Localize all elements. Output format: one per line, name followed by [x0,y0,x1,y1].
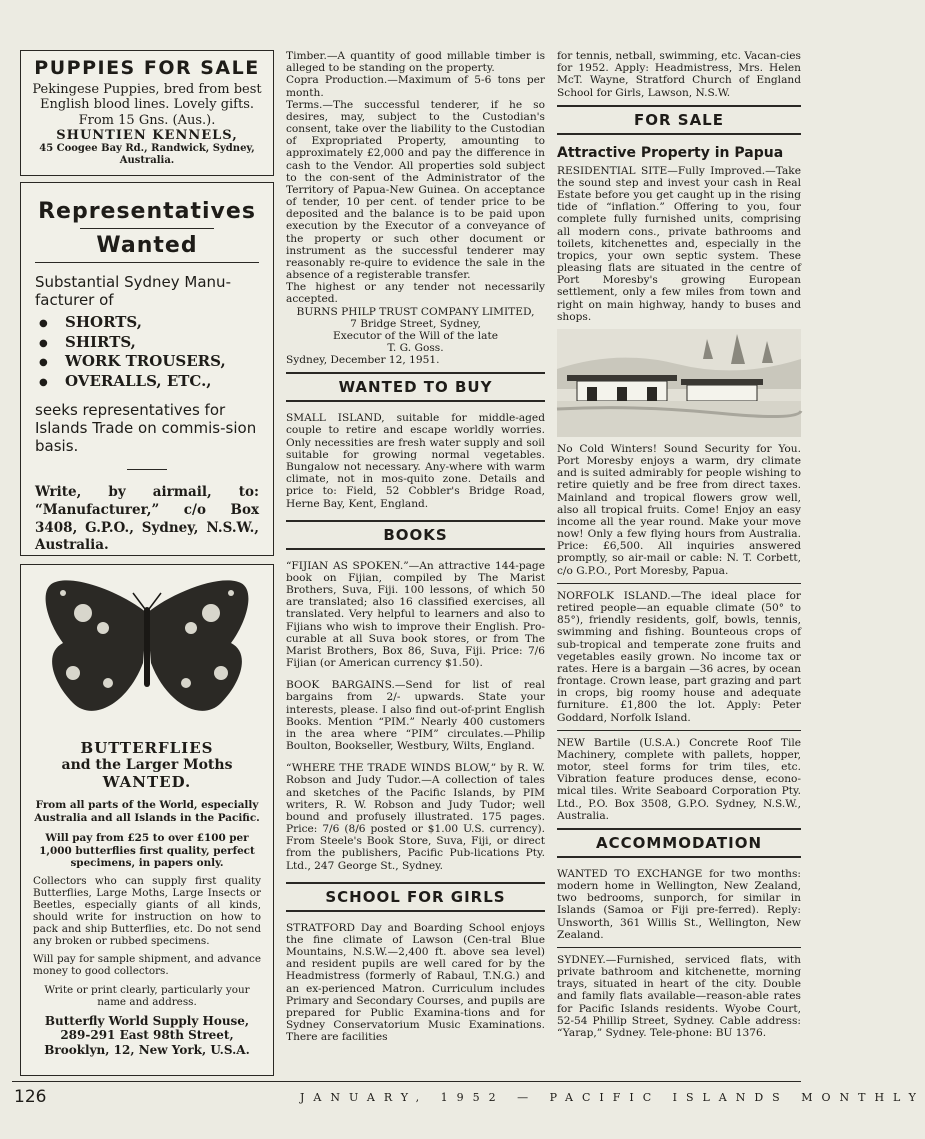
exchange-text: WANTED TO EXCHANGE for two months: modern home in Wellington, New Zealand, two bedrooms, sunporch, for similar in Islands (Samoa or Fiji pre-ferred). Reply: Unsworth, 361 Willis St., Wellington, New Zealand. [557,867,801,941]
reps-item: ● SHORTS, [35,313,259,333]
reps-item: ● OVERALLS, ETC., [35,372,259,392]
terms-text: Terms.—The successful tenderer, if he so desires, may, subject to the Custodian's consent, take over the liability to the Custodian of Expropriated Property, amounting to approximately £2,000 and pay the difference in cash to the Vendor. All properties sold subject to the con-sent of the Administrator of the Territory of Papua-New Guinea. On acceptance of tender, 10 per cent. of tender price to be deposited and the balance is to be paid upon execution by the Executor of a conveyance of the property or such other document or instrument as the successful tenderer may reasonably re-quire to evidence the sale in the absence of a registerable transfer. [286,98,545,282]
reps-product-list [35,313,259,391]
reps-divider [80,228,214,229]
butterflies-p5: Write or print clearly, particularly your name and address. [44,983,250,1008]
reps-wanted: Wanted [35,233,259,263]
column-2 [286,50,545,1069]
accommodation-heading: ACCOMMODATION [557,828,801,858]
butterflies-p3: Collectors who can supply first quality Butterflies, Large Moths, Large Insects or Beetles, especially giants of all kinds, should write for instruction on how to pack and ship Butterflies, etc. Do not send any broken or rubbed specimens. [33,874,261,947]
reps-write: Write, by airmail, to: “Manufacturer,” c/o Box 3408, G.P.O., Sydney, N.S.W., Australia. [35,484,259,554]
butterflies-wanted: WANTED. [102,773,192,792]
signatory: BURNS PHILP TRUST COMPANY LIMITED, [296,305,535,318]
no-cold-winters-text: No Cold Winters! Sound Security for You. Port Moresby enjoys a warm, dry climate and is suited admirably for people wishing to retire quietly and be free from direct taxes. Mainland and tropical flowers grow well, also all tropical fruits. Come! Enjoy an easy income all the year round. Make your move now! Only a few flying hours from Australia. Price: £6,500. All inquiries answered promptly, so air-mail or cable: N. T. Corbett, c/o G.P.O., Port Moresby, Papua. [557,442,801,577]
page-footer [0,1087,925,1109]
butterflies-ad [20,564,274,1076]
property-photo [557,329,801,437]
tender-date: Sydney, December 12, 1951. [286,354,440,367]
reps-item: ● SHIRTS, [35,333,259,353]
signatory-role: Executor of the Will of the late [332,329,499,342]
reps-seeks: seeks representatives for Islands Trade on commis-sion basis. [35,401,257,456]
trade-winds-text: “WHERE THE TRADE WINDS BLOW,” by R. W. Robson and Judy Tudor.—A collection of tales and sketches of the Pacific Islands, by PIM writers, R. W. Robson and Judy Tudor; well bound and profusely illustrated. 175 pages. Price: 7/6 (8/6 posted or $1.00 U.S. currency). From Steele's Book Store, Suva, Fiji, or direct from the publishers, Pacific Pub-lications Pty. Ltd., 247 George St., Sydney. [286,762,545,872]
bartile-text: NEW Bartile (U.S.A.) Concrete Roof Tile Machinery, complete with pallets, hopper, motor, steel forms for trim tiles, etc. Vibration feature produces dense, econo-mical tiles. Write Seaboard Corporation Pty. Ltd., P.O. Box 3508, G.P.O. Sydney, N.S.W., Australia. [557,736,801,822]
divider [557,730,801,731]
butterflies-title: BUTTERFLIES [80,739,214,758]
puppies-kennel: SHUNTIEN KENNELS, [56,128,238,144]
school-cont-text: for tennis, netball, swimming, etc. Vacan-cies for 1952. Apply: Headmistress, Mrs. Helen McT. Wayne, Stratford Church of England School for Girls, Lawson, N.S.W. [557,50,801,99]
footer-rule [12,1081,801,1082]
bargains-text: BOOK BARGAINS.—Send for list of real bargains from 2/- upwards. State your interests, please. I also find out-of-print English Books. Mention “PIM.” Nearly 400 customers in the area where “PIM” circulates.—Philip Boulton, Bookseller, Westbury, Wilts, England. [286,679,545,753]
norfolk-text: NORFOLK ISLAND.—The ideal place for retired people—an equable climate (50° to 85°), friendly residents, golf, bowls, tennis, swimming and fishing. Bounteous crops of sub-tropical and temperate zone fruits and vegetables easily grown. No income tax or rates. Here is a bargain —36 acres, by ocean frontage. Crown lease, part grazing and part in crops, big roomy house and adequate furniture. £1,800 the lot. Apply: Peter Goddard, Norfolk Island. [557,589,801,724]
books-heading: BOOKS [286,520,545,550]
butterflies-house: Butterfly World Supply House, [44,1014,250,1029]
butterflies-p1: From all parts of the World, especially Australia and all Islands in the Pacific. [34,799,260,824]
sydney-text: SYDNEY.—Furnished, serviced flats, with private bathroom and kitchenette, morning trays, situated in heart of the city. Double and family flats available—reason-able rates for Pacific Islands residents. Wyobe Court, 52-54 Phillip Street, Sydney. Cable address: “Yarap,” Sydney. Tele-phone: BU 1376. [557,953,801,1039]
school-heading: SCHOOL FOR GIRLS [286,882,545,912]
butterflies-sub: and the Larger Moths [61,757,233,774]
property-heading: Attractive Property in Papua [557,144,784,161]
footer-masthead: JANUARY, 1952 — PACIFIC ISLANDS MONTHLY [300,1091,925,1104]
timber-text: Timber.—A quantity of good millable timber is alleged to be standing on the property. [286,50,545,75]
wanted-to-buy-text: SMALL ISLAND, suitable for middle-aged couple to retire and escape worldly worries. Only necessities are fresh water supply and soil suitable for growing normal vegetables. Bungalow not necessary. Any-where with warm climate, not in mos-quito zone. Details and price to: Field, 52 Cobbler's Bridge Road, Herne Bay, Kent, England. [286,412,545,510]
reps-short-rule [127,469,167,470]
butterflies-p2: Will pay from £25 to over £100 per 1,000 butterflies first quality, perfect specimens, in papers only. [39,832,255,870]
school-text: STRATFORD Day and Boarding School enjoys the fine climate of Lawson (Cen-tral Blue Mountains, N.S.W.—2,400 ft. above sea level) and resident pupils are well cared for by the Headmistress (formerly of Rabaul, T.N.G.) and an ex-perienced Matron. Curriculum includes Primary and Secondary Courses, and pupils are prepared for Public Examina-tions and for Sydney Conservatorium Music Examinations. There are facilities [286,921,545,1044]
fijian-text: “FIJIAN AS SPOKEN.”—An attractive 144-page book on Fijian, compiled by The Marist Brothers, Suva, Fiji. 100 lessons, of which 50 are translated; also 16 classified exercises, all translated. Very helpful to learners and also to Fijians who wish to improve their English. Pro-curable at all Suva book stores, or from The Marist Brothers, Box 86, Suva, Fiji. Price: 7/6 Fijian (or American currency $1.50). [286,559,545,670]
page-number: 126 [14,1087,47,1107]
signatory-name: T. G. Goss. [387,342,444,355]
column-3 [557,50,801,1069]
for-sale-heading: FOR SALE [557,105,801,135]
residential-text: RESIDENTIAL SITE—Fully Improved.—Take the sound step and invest your cash in Real Estate before you get caught up in the rising tide of “inflation.” Offering to you, four complete fully furnished units, comprising all modern cons., private bathrooms and toilets, kitchenettes and, especially in the tropics, your own septic system. These pleasing flats are situated in the centre of Port Moresby's growing European settlement, only a few miles from town and right on main highway, handy to buses and shops. [557,164,801,323]
signatory-address: 7 Bridge Street, Sydney, [350,317,481,330]
puppies-ad [20,50,274,176]
divider [557,583,801,584]
reps-title: Representatives [38,199,256,225]
reps-item: ● WORK TROUSERS, [35,352,259,372]
puppies-price: From 15 Gns. (Aus.). [78,112,216,128]
puppies-address: 45 Coogee Bay Rd., Randwick, Sydney, Australia. [39,143,255,167]
puppies-body: Pekingese Puppies, bred from best English blood lines. Lovely gifts. [32,82,262,112]
wanted-to-buy-heading: WANTED TO BUY [286,372,545,402]
representatives-ad [20,182,274,556]
highest-text: The highest or any tender not necessarily accepted. [286,281,545,306]
puppies-title: PUPPIES FOR SALE [34,57,260,79]
divider [557,947,801,948]
butterflies-p4: Will pay for sample shipment, and advance money to good collectors. [33,952,261,977]
butterfly-image [33,573,261,733]
butterflies-address: 289-291 East 98th Street, Brooklyn, 12, New York, U.S.A. [44,1028,250,1058]
copra-text: Copra Production.—Maximum of 5-6 tons per month. [286,74,545,99]
reps-intro: Substantial Sydney Manu-facturer of [35,273,231,310]
column-1 [20,50,274,1069]
